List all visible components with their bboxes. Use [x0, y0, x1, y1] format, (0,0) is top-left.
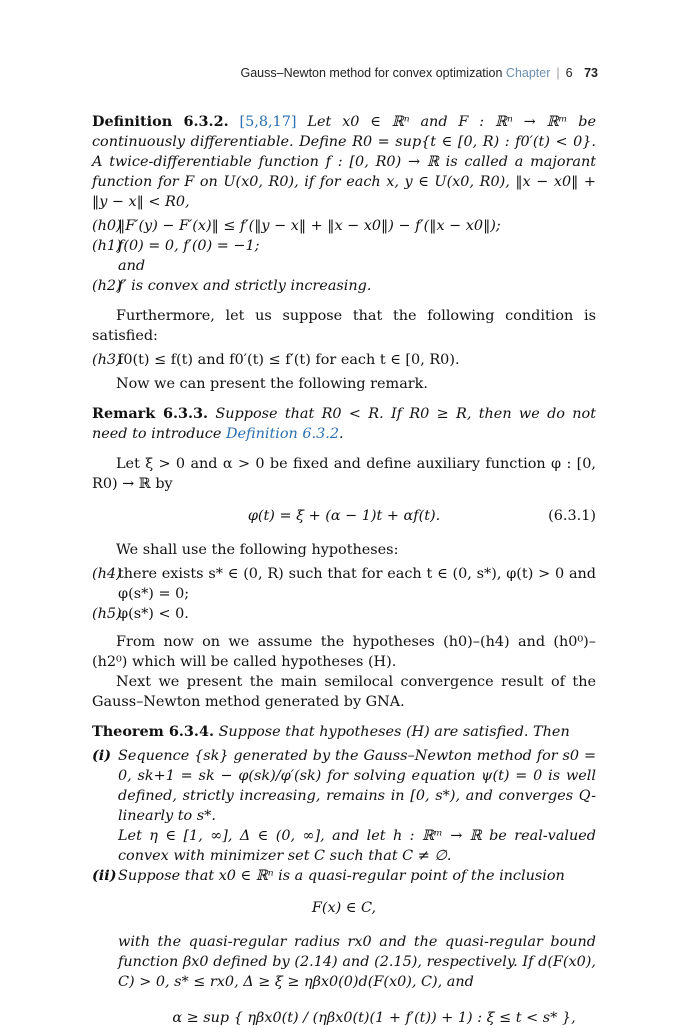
chapter-label: Chapter	[505, 66, 551, 80]
h5-label: (h5)	[92, 606, 122, 622]
h1-text: f(0) = 0, f′(0) = −1;	[118, 238, 260, 254]
definition-intro: Let x0 ∈ ℝⁿ and F : ℝⁿ → ℝᵐ be continuously differentiable. Define R0 = sup{t ∈ [0, R) : f0′(t) < 0}. A twice-differentiable function f : [0, R0) → ℝ is called a majorant function for F on U(x0, R0), if for each x, y ∈ U(x0, R0), ‖x − x0‖ + ‖y − x‖ < R0,	[92, 114, 597, 210]
definition-paragraph	[92, 112, 596, 212]
hypothesis-h0	[92, 216, 596, 236]
running-header	[240, 66, 598, 80]
hypothesis-h1	[92, 236, 596, 256]
inclusion-equation: F(x) ∈ C,	[311, 900, 377, 916]
final-equation: α ≥ sup { ηβx0(t) / (ηβx0(t)(1 + f′(t)) + 1) : ξ ≤ t < s* },	[172, 1010, 576, 1026]
hypothesis-h4	[92, 564, 596, 604]
definition-refs[interactable]: [5,8,17]	[239, 114, 297, 130]
h0-text: ‖F′(y) − F′(x)‖ ≤ f′(‖y − x‖ + ‖x − x0‖) − f′(‖x − x0‖);	[118, 218, 501, 234]
h3-label: (h3)	[92, 352, 122, 368]
h3-text: f0(t) ≤ f(t) and f0′(t) ≤ f′(t) for each t ∈ [0, R0).	[118, 352, 460, 368]
paragraph-let: Let ξ > 0 and α > 0 be fixed and define auxiliary function φ : [0, R0) → ℝ by	[92, 456, 596, 492]
and-connector: and	[118, 258, 146, 274]
page-number: 73	[584, 66, 598, 80]
item-ii-text: Suppose that x0 ∈ ℝⁿ is a quasi-regular point of the inclusion	[118, 868, 565, 884]
h2-text: f′ is convex and strictly increasing.	[118, 278, 372, 294]
chapter-number: 6	[565, 66, 573, 80]
h5-text: φ(s*) < 0.	[118, 606, 189, 622]
equation-6-3-1	[92, 506, 596, 526]
h0-label: (h0)	[92, 218, 122, 234]
remark-period: .	[338, 426, 344, 442]
theorem-item-i	[92, 746, 596, 826]
paragraph-furthermore: Furthermore, let us suppose that the following condition is satisfied:	[92, 308, 596, 344]
remark-label: Remark 6.3.3.	[92, 405, 209, 422]
paragraph-now: Now we can present the following remark.	[116, 376, 428, 392]
equation-body: φ(t) = ξ + (α − 1)t + αf(t).	[247, 508, 441, 524]
hypothesis-h2	[92, 276, 596, 296]
paragraph-from-now: From now on we assume the hypotheses (h0)–(h4) and (h0⁰)–(h2⁰) which will be called hypotheses (H).	[92, 634, 596, 670]
theorem-item-ii	[92, 866, 596, 886]
running-title: Gauss–Newton method for convex optimization	[240, 66, 503, 80]
paragraph-next: Next we present the main semilocal convergence result of the Gauss–Newton method generated by GNA.	[92, 674, 596, 710]
page-body	[92, 112, 596, 1028]
h4-label: (h4)	[92, 566, 122, 582]
header-separator: |	[556, 66, 560, 80]
paragraph-hypotheses: We shall use the following hypotheses:	[116, 542, 399, 558]
equation-number: (6.3.1)	[548, 508, 596, 524]
h2-label: (h2)	[92, 278, 122, 294]
hypothesis-h5	[92, 604, 596, 624]
theorem-label: Theorem 6.3.4.	[92, 723, 214, 740]
theorem-intro: Suppose that hypotheses (H) are satisfied. Then	[218, 724, 570, 740]
h1-label: (h1)	[92, 238, 122, 254]
item-ii-text-continued: with the quasi-regular radius rx0 and the quasi-regular bound function βx0 defined by (2.14) and (2.15), respectively. If d(F(x0), C) > 0, s* ≤ rx0, Δ ≥ ξ ≥ ηβx0(0)d(F(x0), C), and	[118, 934, 596, 990]
theorem-paragraph	[92, 722, 596, 742]
remark-paragraph	[92, 404, 596, 444]
definition-label: Definition 6.3.2.	[92, 113, 229, 130]
item-ii-label: (ii)	[92, 867, 117, 884]
remark-text: Suppose that R0 < R. If R0 ≥ R, then we do not need to introduce	[92, 406, 596, 442]
item-i-text: Sequence {sk} generated by the Gauss–Newton method for s0 = 0, sk+1 = sk − φ(sk)/φ′(sk) for solving equation ψ(t) = 0 is well defined, strictly increasing, remains in [0, s*), and converges Q-linearly to s*.	[118, 748, 596, 824]
remark-link[interactable]: Definition 6.3.2	[225, 426, 339, 442]
hypothesis-h3	[92, 350, 596, 370]
item-i-label: (i)	[92, 747, 112, 764]
h4-text: there exists s* ∈ (0, R) such that for each t ∈ (0, s*), φ(t) > 0 and φ(s*) = 0;	[118, 566, 596, 602]
item-i-text-continued: Let η ∈ [1, ∞], Δ ∈ (0, ∞], and let h : ℝᵐ → ℝ be real-valued convex with minimizer set C such that C ≠ ∅.	[118, 828, 596, 864]
